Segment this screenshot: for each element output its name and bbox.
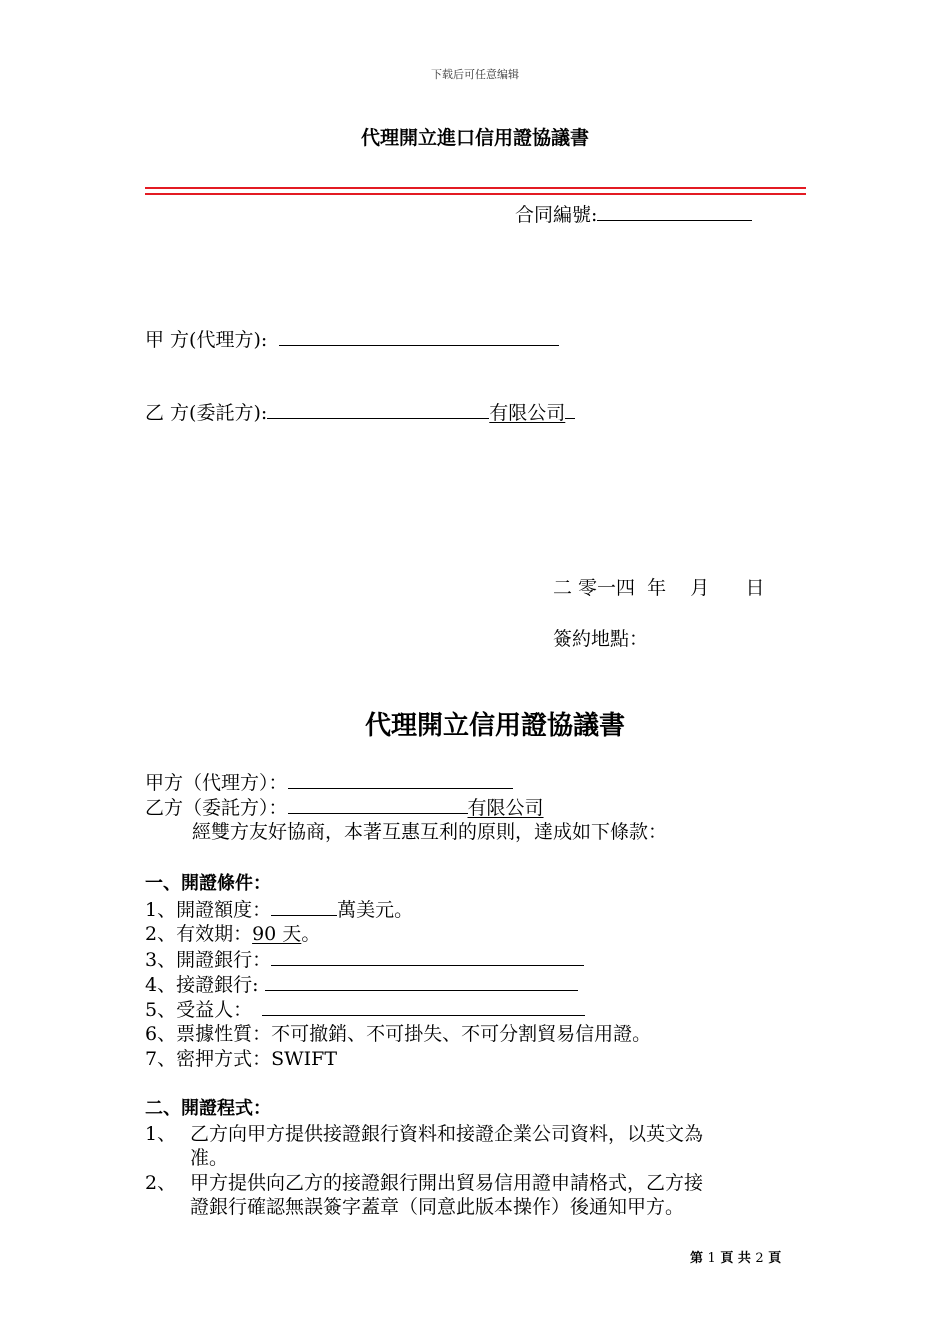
s1-item-3-label: 3、開證銀行： [145, 949, 272, 971]
footer-page-total: 2 [755, 1251, 764, 1266]
amount-blank[interactable] [271, 897, 337, 916]
section2-title: 二、開證程式： [145, 1098, 271, 1119]
party-b-tail [565, 400, 575, 419]
party-b-label: 乙 方(委託方): [145, 402, 268, 424]
party-b-line [145, 795, 544, 820]
party-b-cover [145, 398, 575, 425]
red-rule-bottom [145, 193, 806, 195]
s1-item-5-label: 5、受益人： [145, 999, 253, 1021]
party-b-suffix: 有限公司 [489, 402, 566, 424]
top-note: 下载后可任意编辑 [431, 68, 519, 81]
s1-item-3 [145, 947, 584, 972]
red-rule-top [145, 187, 806, 189]
party-b-blank[interactable] [267, 400, 489, 419]
s1-item-1-suffix: 萬美元。 [337, 899, 414, 921]
date-line: 二 零一四 年 月 日 [553, 577, 765, 599]
validity-value: 90 天 [252, 923, 302, 945]
party-a-cover [145, 325, 559, 352]
s1-item-6: 6、票據性質：不可撤銷、不可掛失、不可分割貿易信用證。 [145, 1023, 652, 1045]
s1-item-1-label: 1、開證額度： [145, 899, 272, 921]
party-a-line-blank[interactable] [288, 770, 513, 789]
s1-item-2 [145, 922, 320, 946]
s2-item-1-num: 1、 [145, 1123, 177, 1145]
issuing-bank-blank[interactable] [271, 947, 584, 966]
s1-item-5 [145, 997, 585, 1022]
contract-no-label: 合同編號: [515, 204, 598, 226]
party-a-blank[interactable] [279, 327, 559, 346]
party-b-line-suffix: 有限公司 [467, 797, 544, 819]
footer-suffix: 頁 [768, 1251, 782, 1266]
agreement-title: 代理開立信用證協議書 [364, 711, 625, 741]
s1-item-4 [145, 972, 578, 997]
s1-item-4-label: 4、接證銀行: [145, 974, 259, 996]
party-b-text: 乙方（委託方）： [145, 797, 288, 819]
contract-no-blank[interactable] [597, 202, 752, 221]
s1-item-7: 7、密押方式：SWIFT [145, 1048, 337, 1070]
s1-item-1 [145, 897, 413, 922]
intro: 經雙方友好協商，本著互惠互利的原則，達成如下條款： [192, 821, 668, 843]
beneficiary-blank[interactable] [262, 997, 585, 1016]
page-footer [690, 1247, 781, 1266]
party-a-line [145, 770, 513, 795]
s1-item-2-label: 2、有效期： [145, 923, 253, 945]
s1-item-2-suffix: 。 [301, 923, 321, 945]
footer-mid: 頁 共 [720, 1251, 751, 1266]
section1-title: 一、開證條件： [145, 873, 271, 894]
contract-no [515, 200, 752, 227]
s2-item-1-line2: 准。 [190, 1147, 229, 1169]
s2-item-1-line1: 乙方向甲方提供接證銀行資料和接證企業公司資料，以英文為 [190, 1123, 704, 1145]
party-a-label: 甲 方(代理方): [145, 329, 268, 351]
s2-item-2-line1: 甲方提供向乙方的接證銀行開出貿易信用證申請格式，乙方接 [190, 1172, 704, 1194]
cover-title: 代理開立進口信用證協議書 [360, 127, 589, 149]
s2-item-2-num: 2、 [145, 1172, 177, 1194]
party-b-line-blank[interactable] [288, 795, 468, 814]
sign-place: 簽約地點： [553, 628, 649, 650]
party-a-text: 甲方（代理方）： [145, 772, 288, 794]
s2-item-2-line2: 證銀行確認無誤簽字蓋章（同意此版本操作）後通知甲方。 [190, 1196, 685, 1218]
advising-bank-blank[interactable] [265, 972, 578, 991]
footer-page-num: 1 [707, 1251, 716, 1266]
footer-prefix: 第 [690, 1251, 704, 1266]
